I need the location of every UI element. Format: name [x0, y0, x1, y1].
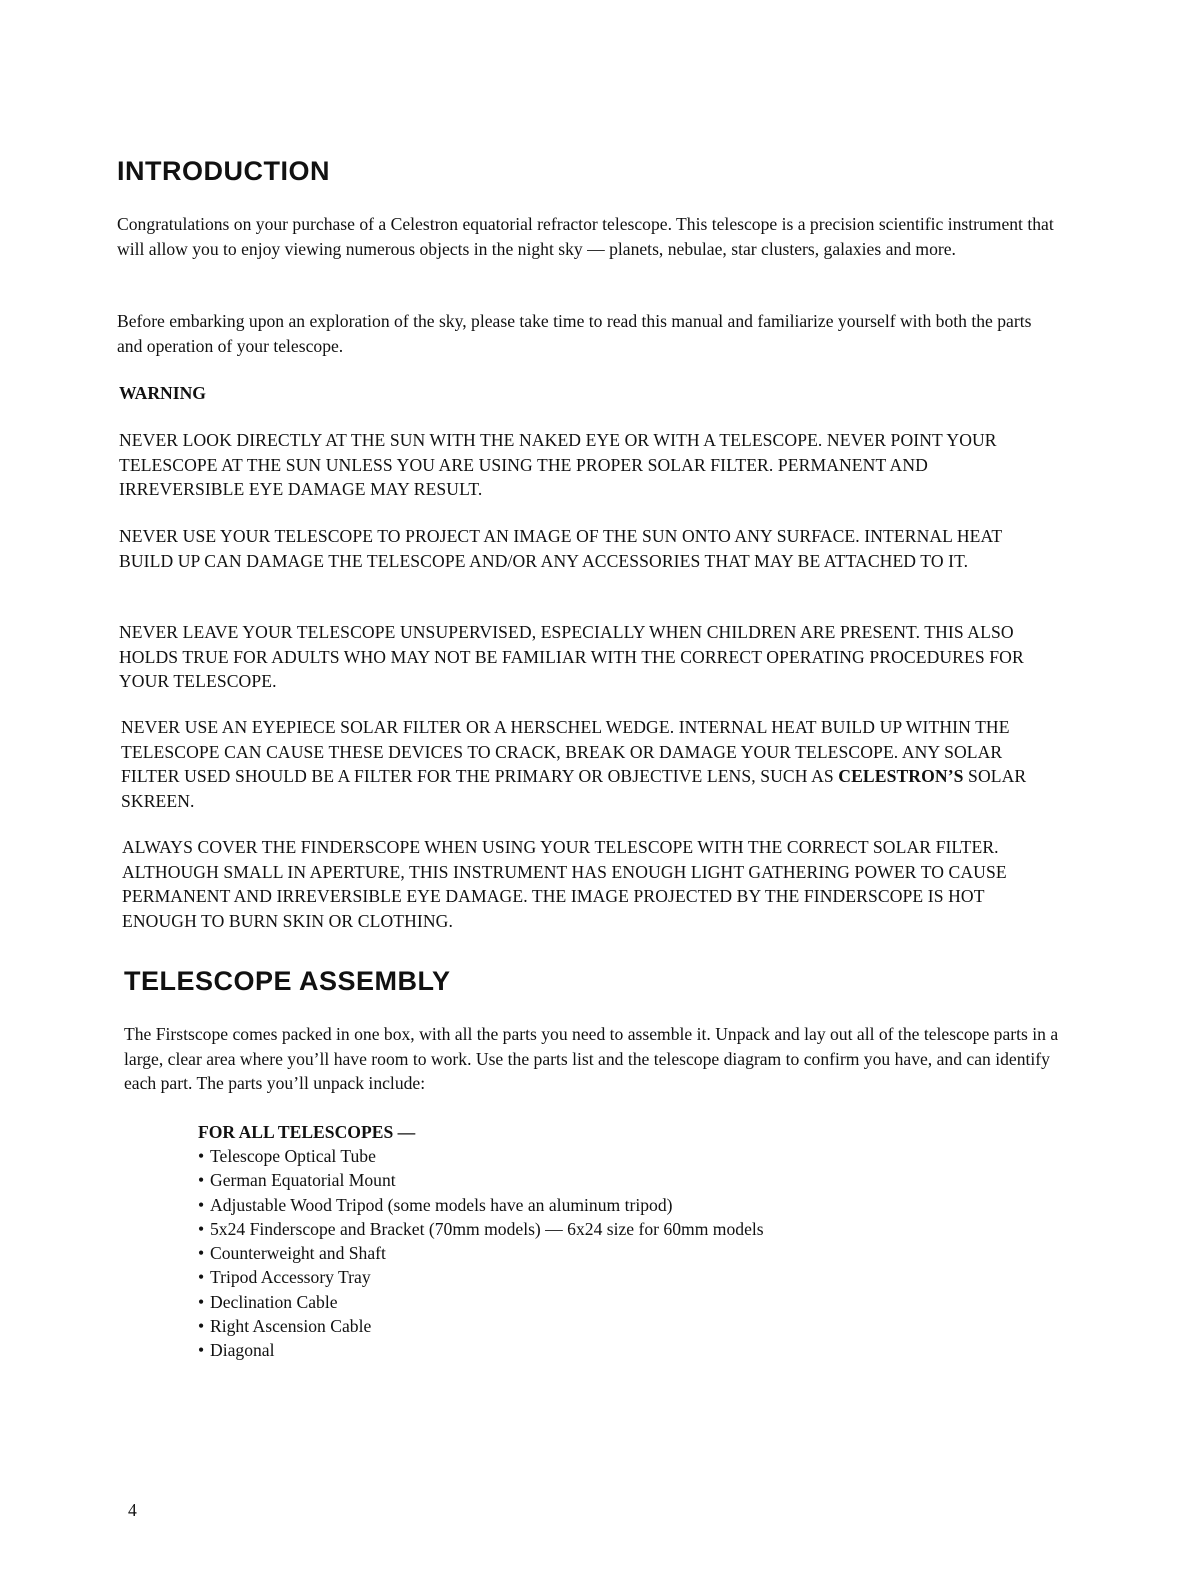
bullet-icon: •	[198, 1218, 205, 1239]
parts-list-item	[198, 1217, 898, 1241]
bullet-icon: •	[198, 1170, 205, 1191]
parts-list-item-label: Right Ascension Cable	[210, 1316, 372, 1337]
bullet-icon: •	[198, 1340, 205, 1361]
parts-list-item-label: Telescope Optical Tube	[210, 1146, 376, 1166]
parts-list-item	[198, 1193, 898, 1217]
parts-list-item-label: 5x24 Finderscope and Bracket (70mm models) — 6x24 size for 60mm models	[210, 1218, 764, 1239]
parts-list-item-label: Declination Cable	[210, 1291, 338, 1312]
parts-list-items	[198, 1144, 898, 1363]
parts-list-item	[198, 1290, 898, 1314]
bullet-icon: •	[198, 1267, 205, 1288]
assembly-paragraph-1: The Firstscope comes packed in one box, with all the parts you need to assemble it. Unpack and lay out all of the telescope parts in a large, clear area where you’ll have room to work. Use the parts list and the telescope diagram to confirm you have, and can identify each part. The parts you’ll unpack include:	[124, 1024, 1059, 1093]
bullet-icon: •	[198, 1194, 205, 1215]
warning-paragraph-1: NEVER LOOK DIRECTLY AT THE SUN WITH THE NAKED EYE OR WITH A TELESCOPE. NEVER POINT YOUR TELESCOPE AT THE SUN UNLESS YOU ARE USING THE PROPER SOLAR FILTER. PERMANENT AND IRREVERSIBLE EYE DAMAGE MAY RESULT.	[119, 430, 997, 499]
warning-paragraph-4	[121, 715, 1041, 813]
bullet-icon: •	[198, 1291, 205, 1312]
warning-paragraph-3: NEVER LEAVE YOUR TELESCOPE UNSUPERVISED, ESPECIALLY WHEN CHILDREN ARE PRESENT. THIS ALSO HOLDS TRUE FOR ADULTS WHO MAY NOT BE FAMILIAR WITH THE CORRECT OPERATING PROCEDURES FOR YOUR TELESCOPE.	[119, 622, 1024, 691]
warning-paragraph-5: ALWAYS COVER THE FINDERSCOPE WHEN USING YOUR TELESCOPE WITH THE CORRECT SOLAR FILTER. ALTHOUGH SMALL IN APERTURE, THIS INSTRUMENT HAS ENOUGH LIGHT GATHERING POWER TO CAUSE PERMANENT AND IRREVERSIBLE EYE DAMAGE. THE IMAGE PROJECTED BY THE FINDERSCOPE IS HOT ENOUGH TO BURN SKIN OR CLOTHING.	[122, 837, 1007, 931]
introduction-heading: INTRODUCTION	[117, 156, 330, 186]
parts-list-item-label: Diagonal	[210, 1340, 275, 1361]
bullet-icon: •	[198, 1316, 205, 1337]
page-number: 4	[128, 1500, 137, 1520]
parts-list-item	[198, 1314, 898, 1338]
bullet-icon: •	[198, 1243, 205, 1264]
parts-list-item	[198, 1241, 898, 1265]
telescope-assembly-heading: TELESCOPE ASSEMBLY	[124, 966, 451, 996]
intro-paragraph-1: Congratulations on your purchase of a Celestron equatorial refractor telescope. This telescope is a precision scientific instrument that will allow you to enjoy viewing numerous objects in the night sky — planets, nebulae, star clusters, galaxies and more.	[117, 214, 1054, 259]
warning-paragraph-2: NEVER USE YOUR TELESCOPE TO PROJECT AN IMAGE OF THE SUN ONTO ANY SURFACE. INTERNAL HEAT BUILD UP CAN DAMAGE THE TELESCOPE AND/OR ANY ACCESSORIES THAT MAY BE ATTACHED TO IT.	[119, 526, 1002, 571]
parts-list-item-label: Adjustable Wood Tripod (some models have an aluminum tripod)	[210, 1194, 673, 1215]
bullet-icon: •	[198, 1146, 205, 1166]
parts-list-item	[198, 1265, 898, 1289]
parts-list-item	[198, 1338, 898, 1362]
intro-paragraph-2: Before embarking upon an exploration of the sky, please take time to read this manual and familiarize yourself with both the parts and operation of your telescope.	[117, 311, 1032, 356]
celestron-brand-text: CELESTRON’S	[838, 766, 964, 786]
parts-list-item	[198, 1168, 898, 1192]
warning-title: WARNING	[119, 383, 206, 403]
parts-list-item	[198, 1144, 898, 1168]
parts-list-item-label: Tripod Accessory Tray	[210, 1267, 371, 1288]
parts-list-item-label: German Equatorial Mount	[210, 1170, 396, 1191]
parts-list-title: FOR ALL TELESCOPES —	[198, 1122, 416, 1142]
parts-list-item-label: Counterweight and Shaft	[210, 1243, 386, 1264]
warning-paragraph-4-text: NEVER USE AN EYEPIECE SOLAR FILTER OR A HERSCHEL WEDGE. INTERNAL HEAT BUILD UP WITHIN THE TELESCOPE CAN CAUSE THESE DEVICES TO CRACK, BREAK OR DAMAGE YOUR TELESCOPE. ANY SOLAR FILTER USED SHOULD BE A FILTER FOR THE PRIMARY OR OBJECTIVE LENS, SUCH AS	[121, 717, 1010, 786]
warning-paragraph-4-end: SOLAR SKREEN.	[121, 766, 1027, 811]
